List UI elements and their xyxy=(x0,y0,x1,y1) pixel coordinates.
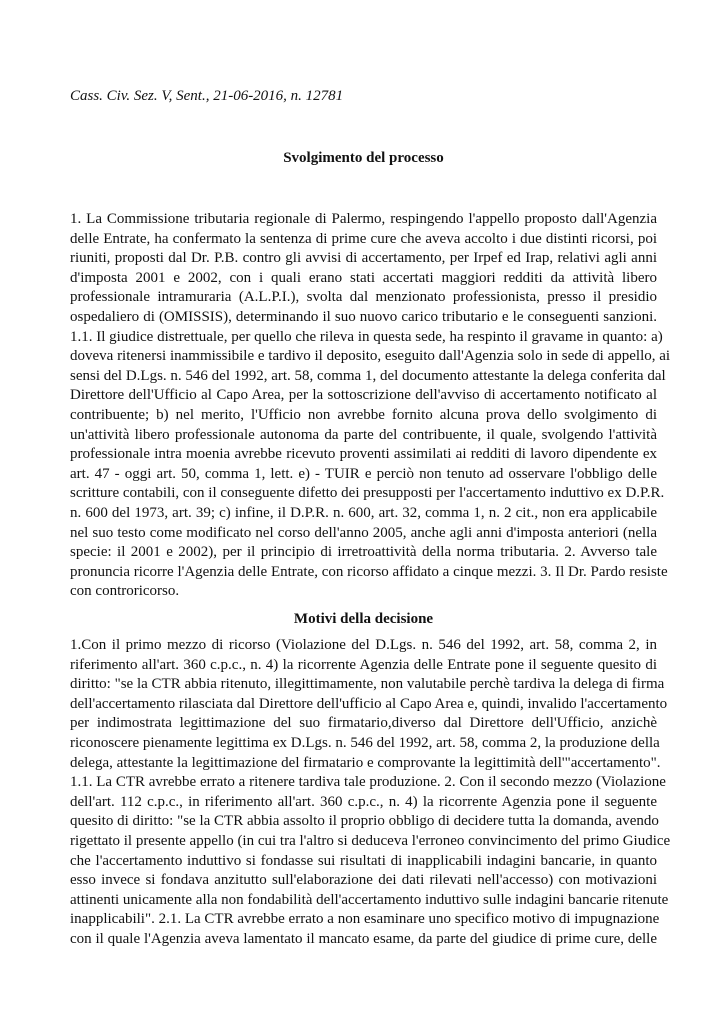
text-line: pronuncia ricorre l'Agenzia delle Entrate, con ricorso affidato a cinque mezzi. 3. Il Dr. Pardo resiste xyxy=(70,563,668,580)
text-line: 1.1. Il giudice distrettuale, per quello che rileva in questa sede, ha respinto il gravame in quanto: a) xyxy=(70,328,663,345)
text-line: n. 600 del 1973, art. 39; c) infine, il D.P.R. n. 600, art. 32, comma 1, n. 2 cit., non era applicabile xyxy=(70,504,657,521)
text-line: delega, attestante la legittimazione del firmatario e comprovante la legittimità dell'"accertamento". xyxy=(70,754,661,771)
text-line: doveva ritenersi inammissibile e tardivo il deposito, eseguito dall'Agenzia solo in sede di appello, ai xyxy=(70,348,671,365)
paragraph-decision xyxy=(70,636,671,950)
text-line: d'imposta 2001 e 2002, con i quali erano stati accertati maggiori redditi da attività libero xyxy=(70,269,657,286)
text-line: dell'accertamento rilasciata dal Direttore dell'ufficio al Capo Area e, quindi, invalido l'accertamento xyxy=(70,695,668,712)
text-line: con il quale l'Agenzia aveva lamentato il mancato esame, da parte del giudice di prime cure, delle xyxy=(70,930,657,947)
paragraph-proceedings xyxy=(70,210,671,602)
text-line: Direttore dell'Ufficio al Capo Area, per la sottoscrizione dell'avviso di accertamento notificato al xyxy=(70,387,657,404)
text-line: che l'accertamento induttivo si fondasse sui risultati di inapplicabili indagini bancarie, in quanto xyxy=(70,852,657,869)
text-line: inapplicabili". 2.1. La CTR avrebbe errato a non esaminare uno specifico motivo di impugnazione xyxy=(70,911,660,928)
text-line: riferimento all'art. 360 c.p.c., n. 4) la ricorrente Agenzia delle Entrate pone il seguente quesito di xyxy=(70,656,657,673)
text-line: sensi del D.Lgs. n. 546 del 1992, art. 58, comma 1, del documento attestante la delega conferita dal xyxy=(70,367,666,384)
text-line: scritture contabili, con il conseguente difetto dei presupposti per l'accertamento induttivo ex D.P.R. xyxy=(70,485,665,502)
text-line: quesito di diritto: "se la CTR abbia assolto il proprio obbligo di decidere tutta la domanda, avendo xyxy=(70,813,659,830)
text-line: esso invece si fondava anzitutto sull'elaborazione dei dati rilevati nell'accesso) con motivazioni xyxy=(70,872,657,889)
text-line: per indimostrata legittimazione del suo firmatario,diverso dal Direttore dell'Ufficio, anzichè xyxy=(70,715,657,732)
text-line: contribuente; b) nel merito, l'Ufficio non avrebbe fornito alcuna prova dello svolgimento di xyxy=(70,406,657,423)
section-heading-proceedings: Svolgimento del processo xyxy=(283,150,444,166)
text-line: professionale intramuraria (A.L.P.I.), svolta dal menzionato professionista, presso il presidio xyxy=(70,289,657,306)
text-line: nel suo testo come modificato nel corso dell'anno 2005, anche agli anni d'imposta anteriori (nella xyxy=(70,524,657,541)
case-citation: Cass. Civ. Sez. V, Sent., 21-06-2016, n. 12781 xyxy=(70,88,344,104)
text-line: 1. La Commissione tributaria regionale di Palermo, respingendo l'appello proposto dall'Agenzia xyxy=(70,211,657,227)
text-line: ospedaliero di (OMISSIS), determinando il suo nuovo carico tributario e le conseguenti sanzioni. xyxy=(70,308,657,325)
text-line: riconoscere pienamente legittima ex D.Lgs. n. 546 del 1992, art. 58, comma 2, la produzione della xyxy=(70,734,660,751)
text-line: riuniti, proposti dal Dr. P.B. contro gli avvisi di accertamento, per Irpef ed Irap, relativi agli anni xyxy=(70,250,657,267)
text-line: un'attività libero professionale autonoma da parte del contribuente, il quale, svolgendo l'attività xyxy=(70,426,657,443)
text-line: rigettato il presente appello (in cui tra l'altro si deduceva l'erroneo convincimento del primo Giudice xyxy=(70,832,671,849)
text-line: con controricorso. xyxy=(70,583,180,600)
text-line: 1.1. La CTR avrebbe errato a ritenere tardiva tale produzione. 2. Con il secondo mezzo (Violazione xyxy=(70,774,666,791)
text-line: attinenti unicamente alla non fondabilità dell'accertamento induttivo sulle indagini bancarie ritenute xyxy=(70,891,669,908)
text-line: dell'art. 112 c.p.c., in riferimento all'art. 360 c.p.c., n. 4) la ricorrente Agenzia pone il seguente xyxy=(70,793,657,810)
text-line: specie: il 2001 e 2002), per il principio di irretroattività della norma tributaria. 2. Avverso tale xyxy=(70,544,657,561)
text-line: 1.Con il primo mezzo di ricorso (Violazione del D.Lgs. n. 546 del 1992, art. 58, comma 2, in xyxy=(70,637,657,653)
text-line: diritto: "se la CTR abbia ritenuto, illegittimamente, non valutabile perchè tardiva la delega di firma xyxy=(70,676,665,693)
section-heading-decision: Motivi della decisione xyxy=(293,611,434,627)
text-line: professionale intra moenia avrebbe ricevuto proventi assimilati ai redditi di lavoro dipendente ex xyxy=(70,446,657,463)
text-line: delle Entrate, ha confermato la sentenza di prime cure che aveva accolto i due distinti ricorsi, poi xyxy=(70,230,657,247)
text-line: art. 47 - oggi art. 50, comma 1, lett. e) - TUIR e perciò non tenuto ad osservare l'obbligo delle xyxy=(70,465,657,482)
